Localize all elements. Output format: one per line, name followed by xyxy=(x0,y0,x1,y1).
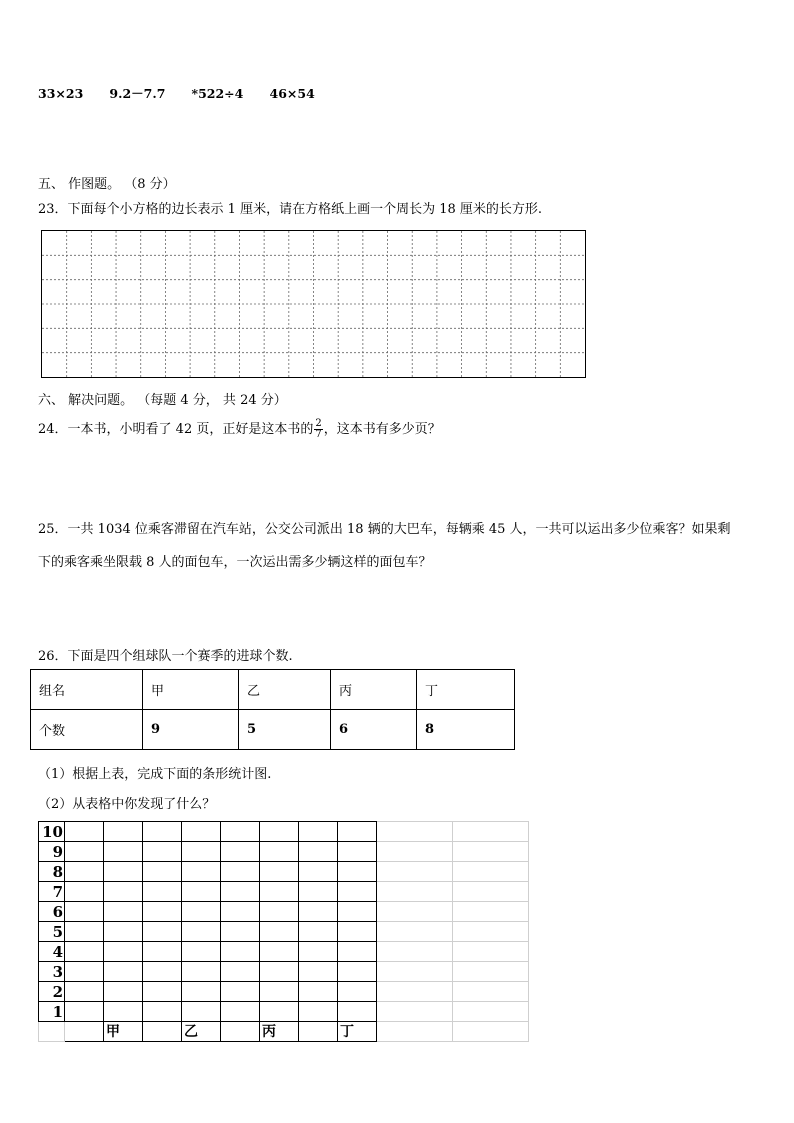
chart-cell[interactable] xyxy=(221,882,260,902)
table-cell: 9 xyxy=(143,710,239,750)
chart-cell[interactable] xyxy=(221,822,260,842)
chart-cell[interactable] xyxy=(299,822,338,842)
chart-cell[interactable] xyxy=(260,882,299,902)
chart-cell[interactable] xyxy=(182,882,221,902)
y-tick-label: 3 xyxy=(39,962,65,982)
chart-cell[interactable] xyxy=(143,1002,182,1022)
chart-cell[interactable] xyxy=(143,962,182,982)
question-24 xyxy=(38,418,441,440)
fraction xyxy=(314,419,322,440)
chart-cell[interactable] xyxy=(338,902,377,922)
chart-cell[interactable] xyxy=(338,922,377,942)
chart-cell[interactable] xyxy=(338,1002,377,1022)
chart-cell-faint xyxy=(377,902,453,922)
chart-cell[interactable] xyxy=(299,982,338,1002)
chart-cell[interactable] xyxy=(221,942,260,962)
chart-cell-faint xyxy=(453,862,529,882)
chart-cell[interactable] xyxy=(143,922,182,942)
chart-cell[interactable] xyxy=(299,922,338,942)
y-tick-label: 1 xyxy=(39,1002,65,1022)
chart-cell[interactable] xyxy=(182,902,221,922)
chart-cell[interactable] xyxy=(65,842,104,862)
table-cell: 6 xyxy=(331,710,417,750)
section-5-heading: 五、 作图题。 （8 分） xyxy=(38,177,176,192)
chart-cell[interactable] xyxy=(104,982,143,1002)
chart-cell-faint xyxy=(377,822,453,842)
chart-cell[interactable] xyxy=(182,962,221,982)
chart-cell[interactable] xyxy=(221,862,260,882)
chart-cell-faint xyxy=(453,842,529,862)
chart-cell[interactable] xyxy=(143,822,182,842)
chart-cell[interactable] xyxy=(299,1002,338,1022)
chart-cell-faint xyxy=(377,982,453,1002)
chart-cell[interactable] xyxy=(65,982,104,1002)
table-header-cell: 乙 xyxy=(239,670,331,710)
table-row xyxy=(31,670,515,710)
chart-cell[interactable] xyxy=(338,942,377,962)
chart-cell[interactable] xyxy=(143,982,182,1002)
chart-cell[interactable] xyxy=(221,902,260,922)
chart-cell[interactable] xyxy=(299,862,338,882)
chart-cell[interactable] xyxy=(260,962,299,982)
chart-cell[interactable] xyxy=(182,842,221,862)
chart-cell[interactable] xyxy=(65,882,104,902)
chart-row xyxy=(39,922,529,942)
chart-cell xyxy=(143,1022,182,1042)
chart-cell[interactable] xyxy=(338,842,377,862)
chart-cell[interactable] xyxy=(338,822,377,842)
y-tick-label: 10 xyxy=(39,822,65,842)
chart-cell[interactable] xyxy=(104,942,143,962)
chart-cell[interactable] xyxy=(104,882,143,902)
chart-cell-faint xyxy=(377,922,453,942)
sub-question-1: （1）根据上表，完成下面的条形统计图. xyxy=(38,767,272,782)
question-26: 26．下面是四个组球队一个赛季的进球个数. xyxy=(38,649,293,664)
chart-cell[interactable] xyxy=(260,822,299,842)
chart-cell[interactable] xyxy=(65,1002,104,1022)
question-25-line-2: 下的乘客乘坐限载 8 人的面包车，一次运出需多少辆这样的面包车？ xyxy=(38,555,432,570)
chart-cell-faint xyxy=(453,962,529,982)
chart-cell-faint xyxy=(377,1002,453,1022)
x-axis-label: 甲 xyxy=(104,1022,143,1042)
chart-cell[interactable] xyxy=(65,822,104,842)
chart-cell-faint xyxy=(377,862,453,882)
x-axis-label: 乙 xyxy=(182,1022,221,1042)
chart-row xyxy=(39,982,529,1002)
chart-cell[interactable] xyxy=(182,942,221,962)
chart-cell[interactable] xyxy=(104,822,143,842)
chart-cell[interactable] xyxy=(143,842,182,862)
grid-paper[interactable] xyxy=(41,230,586,378)
table-header-cell: 丙 xyxy=(331,670,417,710)
chart-cell-faint xyxy=(377,962,453,982)
question-24-text-end: ，这本书有多少页？ xyxy=(323,422,441,437)
chart-cell[interactable] xyxy=(260,942,299,962)
fraction-denominator: 7 xyxy=(315,429,322,440)
table-header-cell: 丁 xyxy=(417,670,515,710)
goals-table xyxy=(30,669,515,750)
x-label-row xyxy=(39,1022,529,1042)
chart-row xyxy=(39,902,529,922)
y-tick-label: 2 xyxy=(39,982,65,1002)
chart-cell-faint xyxy=(453,922,529,942)
bar-chart-grid[interactable] xyxy=(38,821,529,1042)
calc-item: 33×23 xyxy=(38,86,84,101)
chart-cell[interactable] xyxy=(104,862,143,882)
chart-cell[interactable] xyxy=(143,942,182,962)
x-axis-label: 丙 xyxy=(260,1022,299,1042)
chart-row xyxy=(39,842,529,862)
chart-cell[interactable] xyxy=(182,1002,221,1022)
table-row xyxy=(31,710,515,750)
table-cell: 8 xyxy=(417,710,515,750)
chart-cell-faint xyxy=(453,1002,529,1022)
chart-row xyxy=(39,882,529,902)
chart-cell-faint xyxy=(377,882,453,902)
chart-cell[interactable] xyxy=(299,882,338,902)
calc-item: 9.2－7.7 xyxy=(109,86,166,101)
chart-cell-faint xyxy=(453,1022,529,1042)
chart-cell[interactable] xyxy=(260,922,299,942)
table-header-cell: 甲 xyxy=(143,670,239,710)
table-header-cell: 组名 xyxy=(31,670,143,710)
chart-cell[interactable] xyxy=(299,902,338,922)
chart-cell[interactable] xyxy=(65,902,104,922)
chart-cell[interactable] xyxy=(299,842,338,862)
chart-cell[interactable] xyxy=(104,842,143,862)
chart-cell[interactable] xyxy=(221,922,260,942)
chart-cell[interactable] xyxy=(338,962,377,982)
chart-cell[interactable] xyxy=(104,1002,143,1022)
chart-row xyxy=(39,1002,529,1022)
chart-cell[interactable] xyxy=(260,842,299,862)
chart-row xyxy=(39,962,529,982)
question-25-line-1: 25．一共 1034 位乘客滞留在汽车站，公交公司派出 18 辆的大巴车，每辆乘 45 人，一共可以运出多少位乘客？如果剩 xyxy=(38,522,731,537)
table-cell: 个数 xyxy=(31,710,143,750)
chart-cell-faint xyxy=(453,822,529,842)
chart-row xyxy=(39,942,529,962)
chart-cell[interactable] xyxy=(260,982,299,1002)
chart-cell[interactable] xyxy=(182,982,221,1002)
fraction-numerator: 2 xyxy=(315,418,322,429)
sub-question-2: （2）从表格中你发现了什么？ xyxy=(38,797,216,812)
chart-cell-faint xyxy=(453,882,529,902)
chart-cell-faint xyxy=(39,1022,65,1042)
chart-cell[interactable] xyxy=(221,982,260,1002)
chart-row xyxy=(39,862,529,882)
chart-cell[interactable] xyxy=(182,922,221,942)
chart-cell[interactable] xyxy=(104,902,143,922)
chart-cell[interactable] xyxy=(143,862,182,882)
chart-cell[interactable] xyxy=(260,902,299,922)
chart-cell[interactable] xyxy=(338,862,377,882)
chart-cell-faint xyxy=(453,902,529,922)
calc-item: *522÷4 xyxy=(191,86,244,101)
chart-cell[interactable] xyxy=(65,922,104,942)
chart-cell[interactable] xyxy=(182,862,221,882)
x-axis-label: 丁 xyxy=(338,1022,377,1042)
chart-cell[interactable] xyxy=(221,962,260,982)
chart-cell[interactable] xyxy=(143,882,182,902)
question-23: 23．下面每个小方格的边长表示 1 厘米，请在方格纸上画一个周长为 18 厘米的长方形. xyxy=(38,202,543,217)
chart-cell[interactable] xyxy=(65,962,104,982)
calculation-row xyxy=(38,84,337,102)
chart-cell[interactable] xyxy=(104,922,143,942)
y-tick-label: 4 xyxy=(39,942,65,962)
calc-item: 46×54 xyxy=(269,86,315,101)
chart-cell xyxy=(65,1022,104,1042)
chart-cell-faint xyxy=(377,842,453,862)
y-tick-label: 9 xyxy=(39,842,65,862)
chart-cell xyxy=(299,1022,338,1042)
chart-cell[interactable] xyxy=(338,882,377,902)
y-tick-label: 7 xyxy=(39,882,65,902)
chart-cell[interactable] xyxy=(221,1002,260,1022)
y-tick-label: 8 xyxy=(39,862,65,882)
chart-cell[interactable] xyxy=(299,942,338,962)
chart-cell[interactable] xyxy=(221,842,260,862)
y-tick-label: 6 xyxy=(39,902,65,922)
chart-cell-faint xyxy=(377,942,453,962)
chart-cell xyxy=(221,1022,260,1042)
chart-cell-faint xyxy=(453,982,529,1002)
chart-cell[interactable] xyxy=(65,942,104,962)
chart-cell-faint xyxy=(453,942,529,962)
grid-lines xyxy=(42,231,585,377)
chart-cell[interactable] xyxy=(143,902,182,922)
chart-cell[interactable] xyxy=(299,962,338,982)
chart-cell[interactable] xyxy=(65,862,104,882)
chart-cell[interactable] xyxy=(260,1002,299,1022)
chart-row xyxy=(39,822,529,842)
y-tick-label: 5 xyxy=(39,922,65,942)
chart-cell[interactable] xyxy=(260,862,299,882)
chart-cell[interactable] xyxy=(338,982,377,1002)
chart-cell[interactable] xyxy=(182,822,221,842)
chart-cell-faint xyxy=(377,1022,453,1042)
chart-cell[interactable] xyxy=(104,962,143,982)
question-24-text: 24．一本书，小明看了 42 页，正好是这本书的 xyxy=(38,422,314,437)
table-cell: 5 xyxy=(239,710,331,750)
section-6-heading: 六、 解决问题。 （每题 4 分， 共 24 分） xyxy=(38,393,287,408)
